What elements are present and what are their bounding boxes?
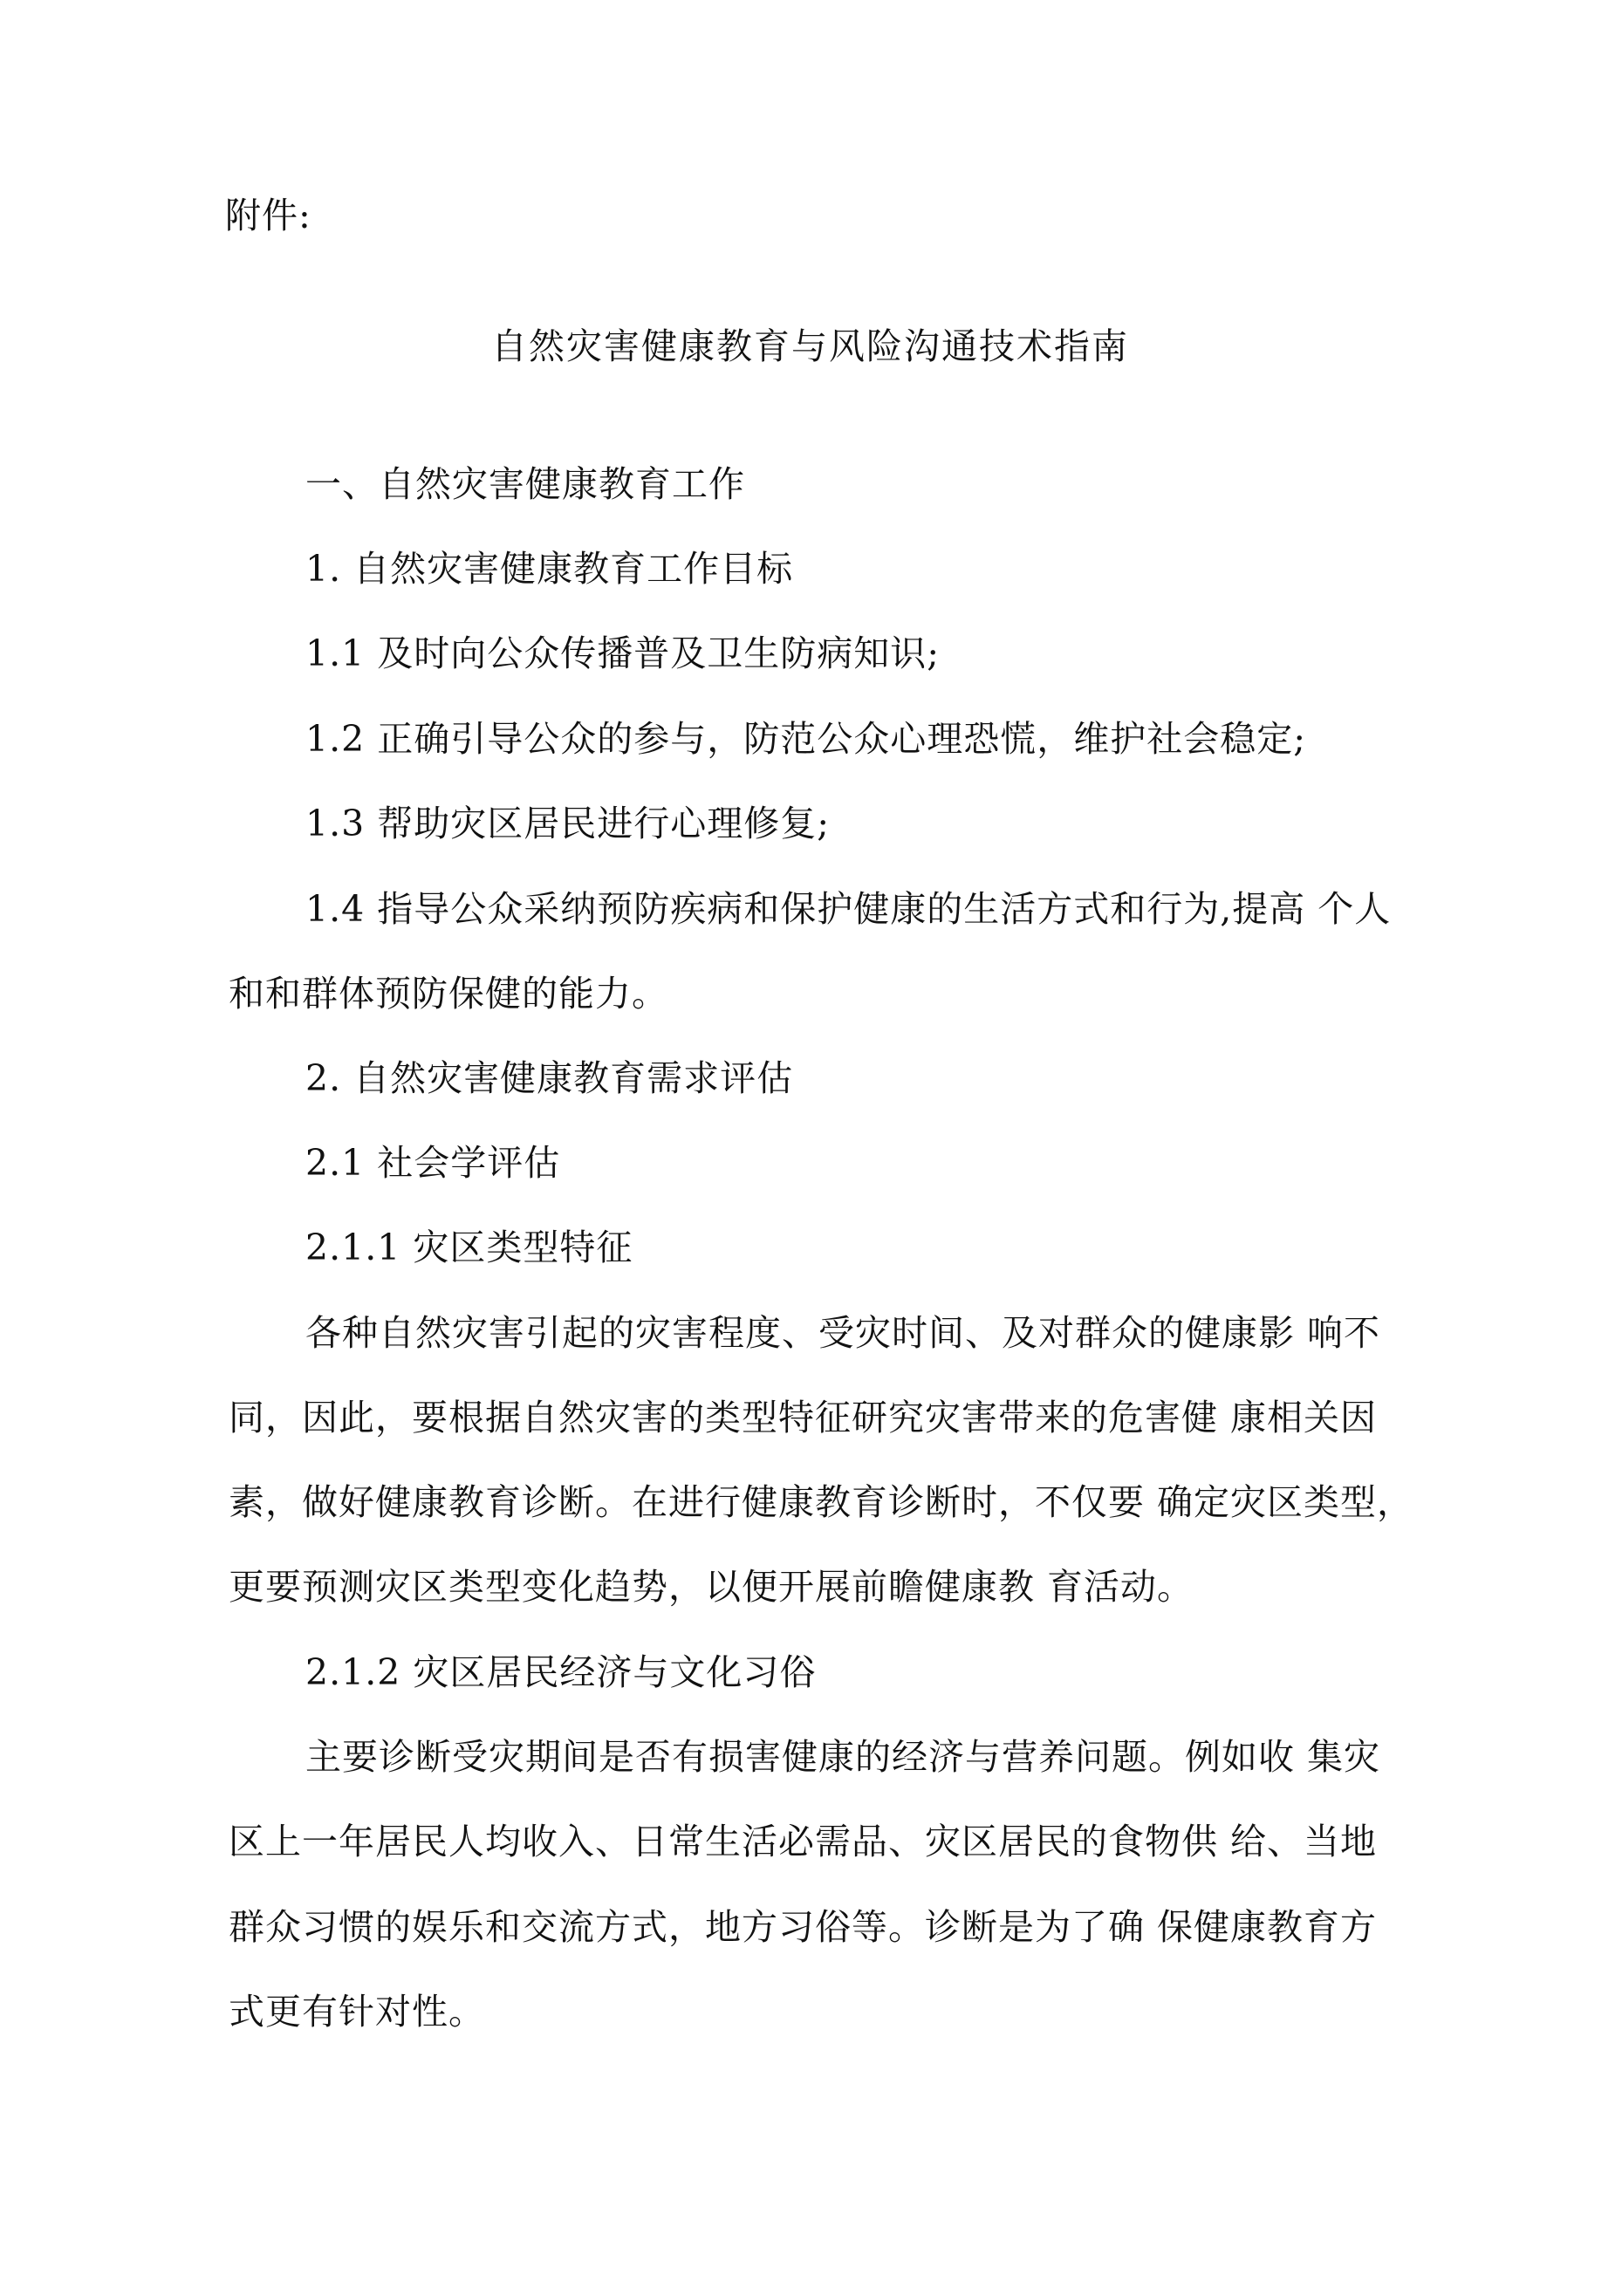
document-title: 自然灾害健康教育与风险沟通技术指南	[491, 325, 1129, 367]
paragraph-2-1-1-line-2: 同，因此，要根据自然灾害的类型特征研究灾害带来的危害健 康相关因	[229, 1397, 1378, 1438]
goal-item-1-2: 1.2 正确引导公众的参与，防范公众心理恐慌，维护社会稳定;	[305, 718, 1307, 760]
subsection-2-heading: 2. 自然灾害健康教育需求评估	[305, 1057, 794, 1099]
paragraph-2-1-2-line-3: 群众习惯的娱乐和交流方式，地方习俗等。诊断是为了确 保健康教育方	[229, 1906, 1378, 1948]
paragraph-2-1-2-line-1: 主要诊断受灾期间是否有损害健康的经济与营养问题。例如收 集灾	[305, 1736, 1381, 1778]
goal-item-1-3: 1.3 帮助灾区居民进行心理修复;	[305, 803, 831, 844]
subsection-1-heading: 1. 自然灾害健康教育工作目标	[305, 548, 794, 590]
paragraph-2-1-2-line-2: 区上一年居民人均收入、日常生活必需品、灾区居民的食物供 给、当地	[229, 1821, 1378, 1862]
attachment-label: 附件:	[225, 195, 311, 236]
paragraph-2-1-1-line-1: 各种自然灾害引起的灾害程度、受灾时间、及对群众的健康影 响不	[305, 1312, 1381, 1354]
paragraph-2-1-1-line-4: 更要预测灾区类型变化趋势，以便开展前瞻健康教 育活动。	[229, 1566, 1194, 1608]
subsection-2-1-2-heading: 2.1.2 灾区居民经济与文化习俗	[305, 1651, 817, 1693]
section-1-heading: 一、自然灾害健康教育工作	[305, 463, 745, 505]
goal-item-1-4-line-2: 和和群体预防保健的能力。	[229, 973, 668, 1015]
goal-item-1-4-line-1: 1.4 指导公众采纳预防疾病和保护健康的生活方式和行为,提高 个人	[305, 888, 1392, 930]
paragraph-2-1-2-line-4: 式更有针对性。	[229, 1991, 485, 2033]
subsection-2-1-heading: 2.1 社会学评估	[305, 1142, 561, 1184]
paragraph-2-1-1-line-3: 素，做好健康教育诊断。在进行健康教育诊断时，不仅要 确定灾区类型，	[229, 1481, 1414, 1523]
goal-item-1-1: 1.1 及时向公众传播普及卫生防病知识;	[305, 632, 941, 674]
subsection-2-1-1-heading: 2.1.1 灾区类型特征	[305, 1227, 633, 1268]
